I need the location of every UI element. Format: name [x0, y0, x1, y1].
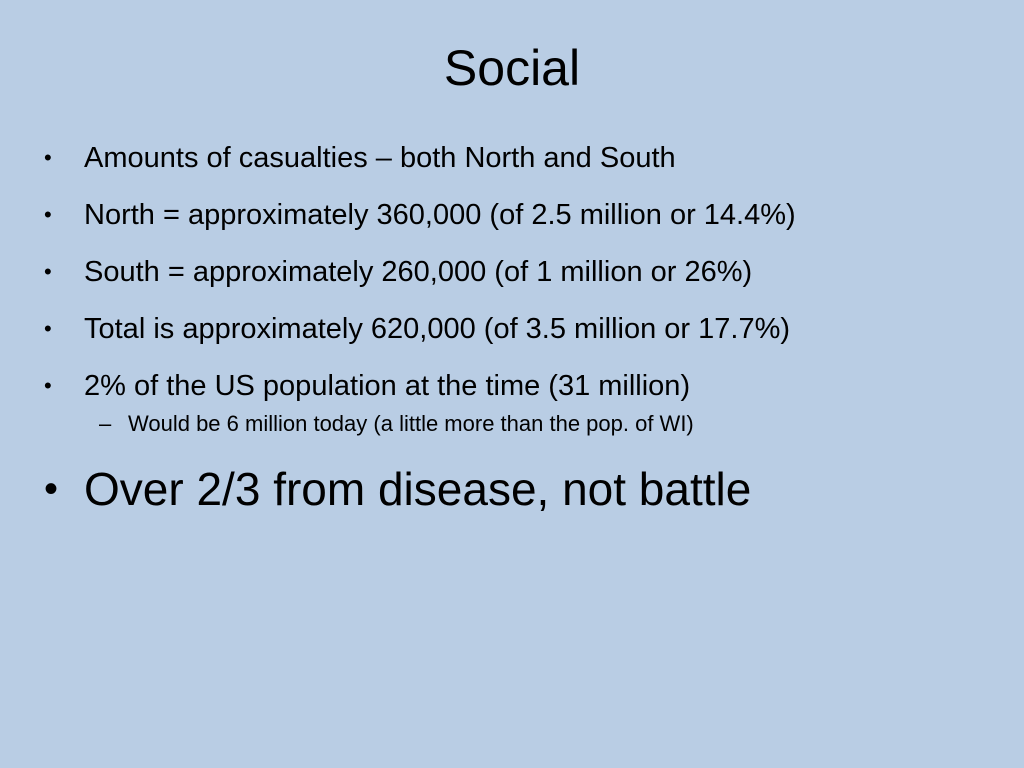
emphasis-bullet-text: Over 2/3 from disease, not battle — [84, 463, 752, 515]
slide-body — [44, 136, 1004, 519]
bullet-icon: • — [44, 373, 52, 398]
bullet-text: North = approximately 360,000 (of 2.5 million or 14.4%) — [84, 199, 796, 231]
emphasis-bullet-item — [44, 459, 1004, 519]
bullet-item — [44, 307, 1004, 351]
bullet-text: Amounts of casualties – both North and South — [84, 142, 676, 174]
bullet-icon: • — [44, 467, 59, 511]
sub-bullet-text: Would be 6 million today (a little more than the pop. of WI) — [128, 411, 694, 436]
bullet-text: 2% of the US population at the time (31 million) — [84, 370, 691, 402]
bullet-icon: • — [44, 145, 52, 170]
dash-icon: – — [99, 411, 112, 436]
bullet-icon: • — [44, 316, 52, 341]
bullet-item — [44, 364, 1004, 408]
bullet-item — [44, 136, 1004, 180]
bullet-icon: • — [44, 202, 52, 227]
sub-bullet-item — [44, 409, 1004, 439]
bullet-item — [44, 193, 1004, 237]
bullet-text: South = approximately 260,000 (of 1 million or 26%) — [84, 256, 753, 288]
bullet-item — [44, 250, 1004, 294]
bullet-icon: • — [44, 259, 52, 284]
slide-title: Social — [443, 40, 581, 96]
bullet-text: Total is approximately 620,000 (of 3.5 million or 17.7%) — [84, 313, 791, 345]
